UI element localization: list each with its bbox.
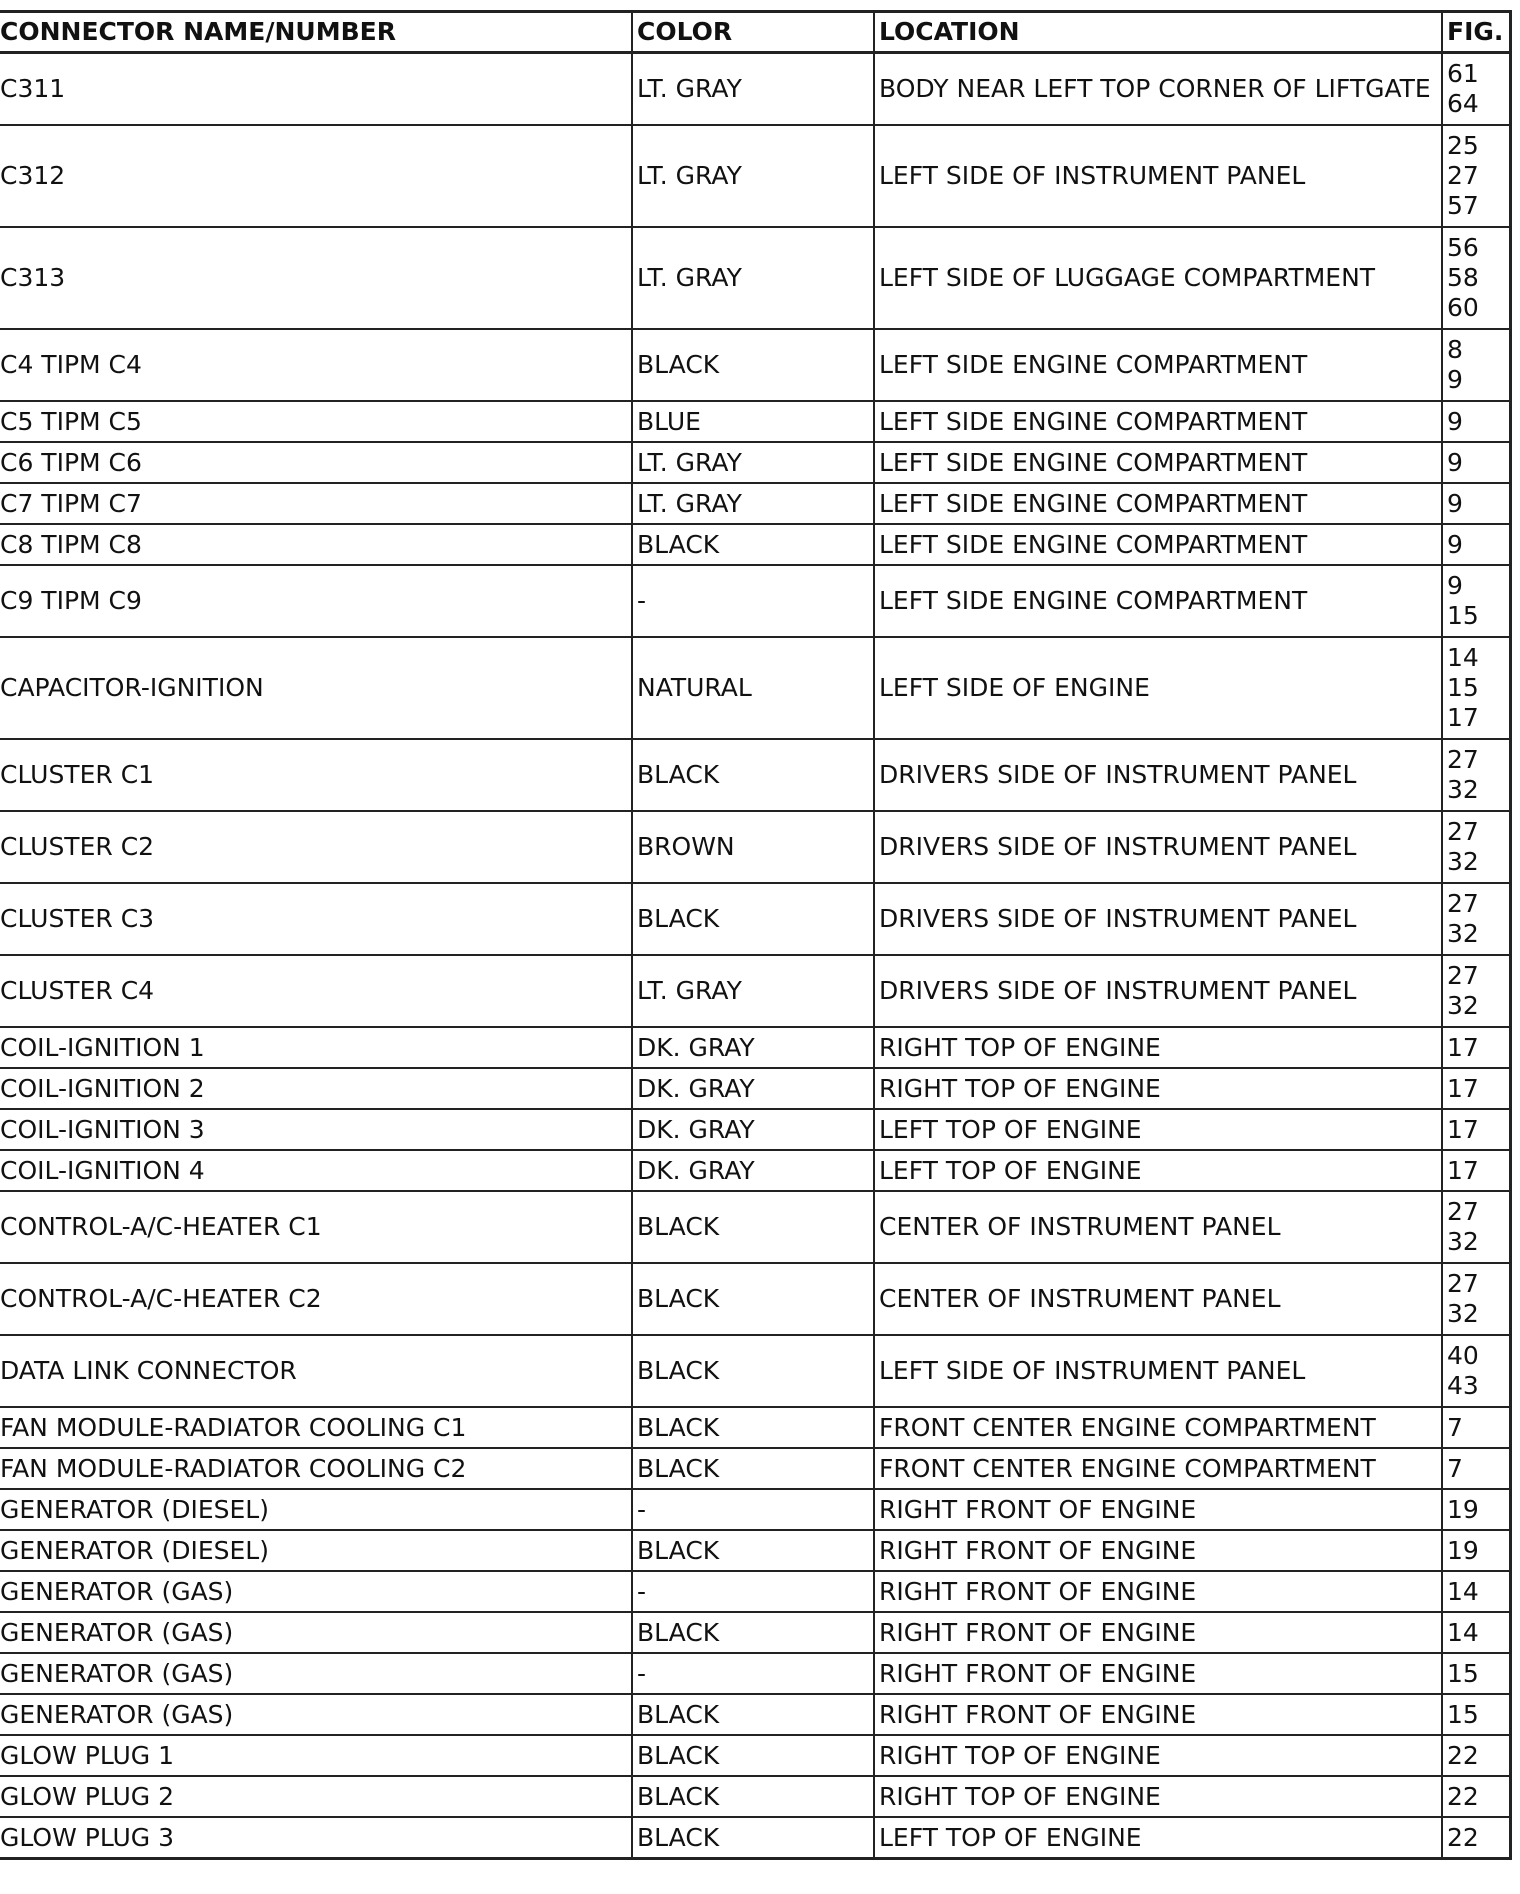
cell-location: FRONT CENTER ENGINE COMPARTMENT xyxy=(874,1407,1442,1448)
cell-color: BLACK xyxy=(632,739,874,811)
cell-fig xyxy=(1442,565,1510,637)
cell-location: LEFT TOP OF ENGINE xyxy=(874,1150,1442,1191)
cell-connector-name: FAN MODULE-RADIATOR COOLING C2 xyxy=(0,1448,632,1489)
table-header xyxy=(0,12,1510,53)
cell-fig xyxy=(1442,811,1510,883)
fig-number: 7 xyxy=(1447,1412,1463,1442)
fig-number: 17 xyxy=(1447,703,1479,732)
cell-fig xyxy=(1442,1694,1510,1735)
cell-color: LT. GRAY xyxy=(632,442,874,483)
fig-number: 32 xyxy=(1447,991,1479,1020)
cell-color: BLACK xyxy=(632,329,874,401)
cell-location: CENTER OF INSTRUMENT PANEL xyxy=(874,1263,1442,1335)
table-row xyxy=(0,1694,1510,1735)
cell-connector-name: C312 xyxy=(0,125,632,227)
cell-fig xyxy=(1442,1530,1510,1571)
fig-number: 9 xyxy=(1447,529,1463,559)
table-row xyxy=(0,883,1510,955)
cell-color: BLACK xyxy=(632,883,874,955)
cell-color: - xyxy=(632,1489,874,1530)
fig-number: 15 xyxy=(1447,1658,1479,1688)
cell-location: RIGHT FRONT OF ENGINE xyxy=(874,1530,1442,1571)
cell-fig xyxy=(1442,1776,1510,1817)
cell-fig xyxy=(1442,1571,1510,1612)
cell-location: LEFT TOP OF ENGINE xyxy=(874,1109,1442,1150)
cell-location: LEFT SIDE ENGINE COMPARTMENT xyxy=(874,524,1442,565)
cell-color: BLACK xyxy=(632,1263,874,1335)
cell-connector-name: GENERATOR (GAS) xyxy=(0,1612,632,1653)
table-row xyxy=(0,1735,1510,1776)
fig-number: 27 xyxy=(1447,889,1479,918)
table-row xyxy=(0,1571,1510,1612)
table-row xyxy=(0,1489,1510,1530)
header-location: LOCATION xyxy=(874,12,1442,53)
cell-location: LEFT SIDE ENGINE COMPARTMENT xyxy=(874,442,1442,483)
fig-number: 14 xyxy=(1447,1576,1479,1606)
fig-number: 27 xyxy=(1447,817,1479,846)
fig-number: 17 xyxy=(1447,1114,1479,1144)
cell-color: DK. GRAY xyxy=(632,1068,874,1109)
cell-connector-name: FAN MODULE-RADIATOR COOLING C1 xyxy=(0,1407,632,1448)
cell-fig xyxy=(1442,1068,1510,1109)
cell-connector-name: COIL-IGNITION 4 xyxy=(0,1150,632,1191)
fig-number: 9 xyxy=(1447,406,1463,436)
cell-color: BLACK xyxy=(632,1191,874,1263)
cell-connector-name: GENERATOR (DIESEL) xyxy=(0,1489,632,1530)
fig-number: 22 xyxy=(1447,1740,1479,1770)
fig-number: 32 xyxy=(1447,919,1479,948)
cell-fig xyxy=(1442,1191,1510,1263)
cell-location: DRIVERS SIDE OF INSTRUMENT PANEL xyxy=(874,739,1442,811)
cell-color: DK. GRAY xyxy=(632,1027,874,1068)
cell-location: LEFT SIDE ENGINE COMPARTMENT xyxy=(874,483,1442,524)
cell-connector-name: COIL-IGNITION 3 xyxy=(0,1109,632,1150)
fig-number: 32 xyxy=(1447,775,1479,804)
cell-color: BLUE xyxy=(632,401,874,442)
cell-color: BLACK xyxy=(632,1530,874,1571)
fig-number: 27 xyxy=(1447,161,1479,190)
fig-number: 17 xyxy=(1447,1073,1479,1103)
table-row xyxy=(0,125,1510,227)
fig-number: 22 xyxy=(1447,1781,1479,1811)
cell-location: LEFT SIDE OF INSTRUMENT PANEL xyxy=(874,1335,1442,1407)
table-row xyxy=(0,1335,1510,1407)
fig-number: 58 xyxy=(1447,263,1479,292)
table-row xyxy=(0,1263,1510,1335)
fig-number: 15 xyxy=(1447,1699,1479,1729)
table-body xyxy=(0,53,1510,1859)
cell-fig xyxy=(1442,1027,1510,1068)
fig-number: 27 xyxy=(1447,1269,1479,1298)
table-row xyxy=(0,739,1510,811)
cell-color: BROWN xyxy=(632,811,874,883)
cell-fig xyxy=(1442,1735,1510,1776)
cell-connector-name: CLUSTER C4 xyxy=(0,955,632,1027)
cell-color: LT. GRAY xyxy=(632,125,874,227)
table-row xyxy=(0,565,1510,637)
cell-fig xyxy=(1442,955,1510,1027)
cell-color: BLACK xyxy=(632,1776,874,1817)
fig-number: 27 xyxy=(1447,1197,1479,1226)
fig-number: 22 xyxy=(1447,1822,1479,1852)
cell-color: LT. GRAY xyxy=(632,53,874,126)
cell-fig xyxy=(1442,227,1510,329)
fig-number: 9 xyxy=(1447,571,1463,600)
fig-number: 57 xyxy=(1447,191,1479,220)
fig-number: 32 xyxy=(1447,1227,1479,1256)
table-row xyxy=(0,442,1510,483)
cell-location: RIGHT FRONT OF ENGINE xyxy=(874,1612,1442,1653)
cell-connector-name: GLOW PLUG 3 xyxy=(0,1817,632,1859)
fig-number: 27 xyxy=(1447,745,1479,774)
cell-color: DK. GRAY xyxy=(632,1109,874,1150)
fig-number: 9 xyxy=(1447,488,1463,518)
table-row xyxy=(0,1150,1510,1191)
cell-connector-name: COIL-IGNITION 1 xyxy=(0,1027,632,1068)
fig-number: 64 xyxy=(1447,89,1479,118)
cell-location: BODY NEAR LEFT TOP CORNER OF LIFTGATE xyxy=(874,53,1442,126)
cell-location: LEFT SIDE ENGINE COMPARTMENT xyxy=(874,329,1442,401)
table-row xyxy=(0,1109,1510,1150)
cell-location: LEFT SIDE OF ENGINE xyxy=(874,637,1442,739)
fig-number: 43 xyxy=(1447,1371,1479,1400)
cell-connector-name: CONTROL-A/C-HEATER C2 xyxy=(0,1263,632,1335)
cell-connector-name: C313 xyxy=(0,227,632,329)
cell-connector-name: COIL-IGNITION 2 xyxy=(0,1068,632,1109)
cell-color: DK. GRAY xyxy=(632,1150,874,1191)
cell-location: RIGHT FRONT OF ENGINE xyxy=(874,1571,1442,1612)
cell-color: BLACK xyxy=(632,1407,874,1448)
cell-connector-name: CONTROL-A/C-HEATER C1 xyxy=(0,1191,632,1263)
table-row xyxy=(0,1776,1510,1817)
cell-connector-name: C4 TIPM C4 xyxy=(0,329,632,401)
table-row xyxy=(0,1817,1510,1859)
fig-number: 19 xyxy=(1447,1494,1479,1524)
cell-location: RIGHT TOP OF ENGINE xyxy=(874,1776,1442,1817)
cell-location: DRIVERS SIDE OF INSTRUMENT PANEL xyxy=(874,811,1442,883)
fig-number: 40 xyxy=(1447,1341,1479,1370)
cell-location: DRIVERS SIDE OF INSTRUMENT PANEL xyxy=(874,955,1442,1027)
table-row xyxy=(0,1612,1510,1653)
header-connector-name: CONNECTOR NAME/NUMBER xyxy=(0,12,632,53)
cell-fig xyxy=(1442,1335,1510,1407)
cell-fig xyxy=(1442,524,1510,565)
cell-fig xyxy=(1442,483,1510,524)
cell-location: FRONT CENTER ENGINE COMPARTMENT xyxy=(874,1448,1442,1489)
cell-fig xyxy=(1442,329,1510,401)
cell-location: RIGHT TOP OF ENGINE xyxy=(874,1735,1442,1776)
cell-color: - xyxy=(632,1571,874,1612)
cell-location: LEFT SIDE OF INSTRUMENT PANEL xyxy=(874,125,1442,227)
cell-connector-name: CLUSTER C1 xyxy=(0,739,632,811)
cell-connector-name: CAPACITOR-IGNITION xyxy=(0,637,632,739)
cell-location: DRIVERS SIDE OF INSTRUMENT PANEL xyxy=(874,883,1442,955)
cell-connector-name: GENERATOR (GAS) xyxy=(0,1653,632,1694)
fig-number: 9 xyxy=(1447,447,1463,477)
table-row xyxy=(0,1068,1510,1109)
fig-number: 60 xyxy=(1447,293,1479,322)
fig-number: 19 xyxy=(1447,1535,1479,1565)
cell-location: RIGHT FRONT OF ENGINE xyxy=(874,1489,1442,1530)
cell-connector-name: CLUSTER C2 xyxy=(0,811,632,883)
cell-fig xyxy=(1442,1407,1510,1448)
fig-number: 17 xyxy=(1447,1032,1479,1062)
cell-color: BLACK xyxy=(632,1612,874,1653)
table-row xyxy=(0,227,1510,329)
cell-location: LEFT SIDE ENGINE COMPARTMENT xyxy=(874,401,1442,442)
table-row xyxy=(0,1191,1510,1263)
fig-number: 14 xyxy=(1447,1617,1479,1647)
cell-color: LT. GRAY xyxy=(632,227,874,329)
cell-fig xyxy=(1442,401,1510,442)
cell-color: - xyxy=(632,565,874,637)
table-row xyxy=(0,53,1510,126)
fig-number: 8 xyxy=(1447,335,1463,364)
cell-fig xyxy=(1442,1489,1510,1530)
cell-fig xyxy=(1442,1448,1510,1489)
cell-color: BLACK xyxy=(632,1735,874,1776)
cell-color: BLACK xyxy=(632,1335,874,1407)
fig-number: 14 xyxy=(1447,643,1479,672)
cell-fig xyxy=(1442,1109,1510,1150)
table-row xyxy=(0,811,1510,883)
cell-color: - xyxy=(632,1653,874,1694)
cell-location: RIGHT TOP OF ENGINE xyxy=(874,1027,1442,1068)
fig-number: 61 xyxy=(1447,59,1479,88)
cell-fig xyxy=(1442,1263,1510,1335)
table-row xyxy=(0,1407,1510,1448)
cell-fig xyxy=(1442,1150,1510,1191)
table-row xyxy=(0,955,1510,1027)
cell-connector-name: GLOW PLUG 1 xyxy=(0,1735,632,1776)
cell-color: NATURAL xyxy=(632,637,874,739)
cell-location: RIGHT FRONT OF ENGINE xyxy=(874,1653,1442,1694)
cell-fig xyxy=(1442,883,1510,955)
table-row xyxy=(0,1653,1510,1694)
cell-location: CENTER OF INSTRUMENT PANEL xyxy=(874,1191,1442,1263)
cell-fig xyxy=(1442,1653,1510,1694)
cell-color: BLACK xyxy=(632,1817,874,1859)
cell-color: LT. GRAY xyxy=(632,955,874,1027)
cell-connector-name: C7 TIPM C7 xyxy=(0,483,632,524)
cell-location: LEFT SIDE ENGINE COMPARTMENT xyxy=(874,565,1442,637)
cell-connector-name: C311 xyxy=(0,53,632,126)
cell-connector-name: CLUSTER C3 xyxy=(0,883,632,955)
cell-fig xyxy=(1442,53,1510,126)
connector-table xyxy=(0,10,1512,1860)
table-row xyxy=(0,637,1510,739)
cell-fig xyxy=(1442,1612,1510,1653)
cell-connector-name: GENERATOR (GAS) xyxy=(0,1694,632,1735)
table-row xyxy=(0,1027,1510,1068)
cell-location: RIGHT TOP OF ENGINE xyxy=(874,1068,1442,1109)
fig-number: 56 xyxy=(1447,233,1479,262)
cell-color: BLACK xyxy=(632,1448,874,1489)
table-row xyxy=(0,329,1510,401)
cell-fig xyxy=(1442,442,1510,483)
cell-location: RIGHT FRONT OF ENGINE xyxy=(874,1694,1442,1735)
fig-number: 15 xyxy=(1447,673,1479,702)
table-row xyxy=(0,1448,1510,1489)
fig-number: 32 xyxy=(1447,847,1479,876)
cell-connector-name: C8 TIPM C8 xyxy=(0,524,632,565)
fig-number: 25 xyxy=(1447,131,1479,160)
cell-fig xyxy=(1442,637,1510,739)
cell-location: LEFT SIDE OF LUGGAGE COMPARTMENT xyxy=(874,227,1442,329)
cell-color: LT. GRAY xyxy=(632,483,874,524)
cell-fig xyxy=(1442,1817,1510,1859)
cell-color: BLACK xyxy=(632,1694,874,1735)
cell-connector-name: GENERATOR (DIESEL) xyxy=(0,1530,632,1571)
table-row xyxy=(0,524,1510,565)
cell-fig xyxy=(1442,125,1510,227)
table-row xyxy=(0,483,1510,524)
cell-location: LEFT TOP OF ENGINE xyxy=(874,1817,1442,1859)
cell-connector-name: C6 TIPM C6 xyxy=(0,442,632,483)
fig-number: 27 xyxy=(1447,961,1479,990)
cell-connector-name: GLOW PLUG 2 xyxy=(0,1776,632,1817)
cell-color: BLACK xyxy=(632,524,874,565)
header-color: COLOR xyxy=(632,12,874,53)
fig-number: 15 xyxy=(1447,601,1479,630)
cell-connector-name: GENERATOR (GAS) xyxy=(0,1571,632,1612)
cell-connector-name: C5 TIPM C5 xyxy=(0,401,632,442)
cell-connector-name: DATA LINK CONNECTOR xyxy=(0,1335,632,1407)
table-row xyxy=(0,401,1510,442)
fig-number: 9 xyxy=(1447,365,1463,394)
table-row xyxy=(0,1530,1510,1571)
fig-number: 32 xyxy=(1447,1299,1479,1328)
fig-number: 17 xyxy=(1447,1155,1479,1185)
fig-number: 7 xyxy=(1447,1453,1463,1483)
header-row xyxy=(0,12,1510,53)
cell-fig xyxy=(1442,739,1510,811)
cell-connector-name: C9 TIPM C9 xyxy=(0,565,632,637)
header-fig: FIG. xyxy=(1442,12,1510,53)
